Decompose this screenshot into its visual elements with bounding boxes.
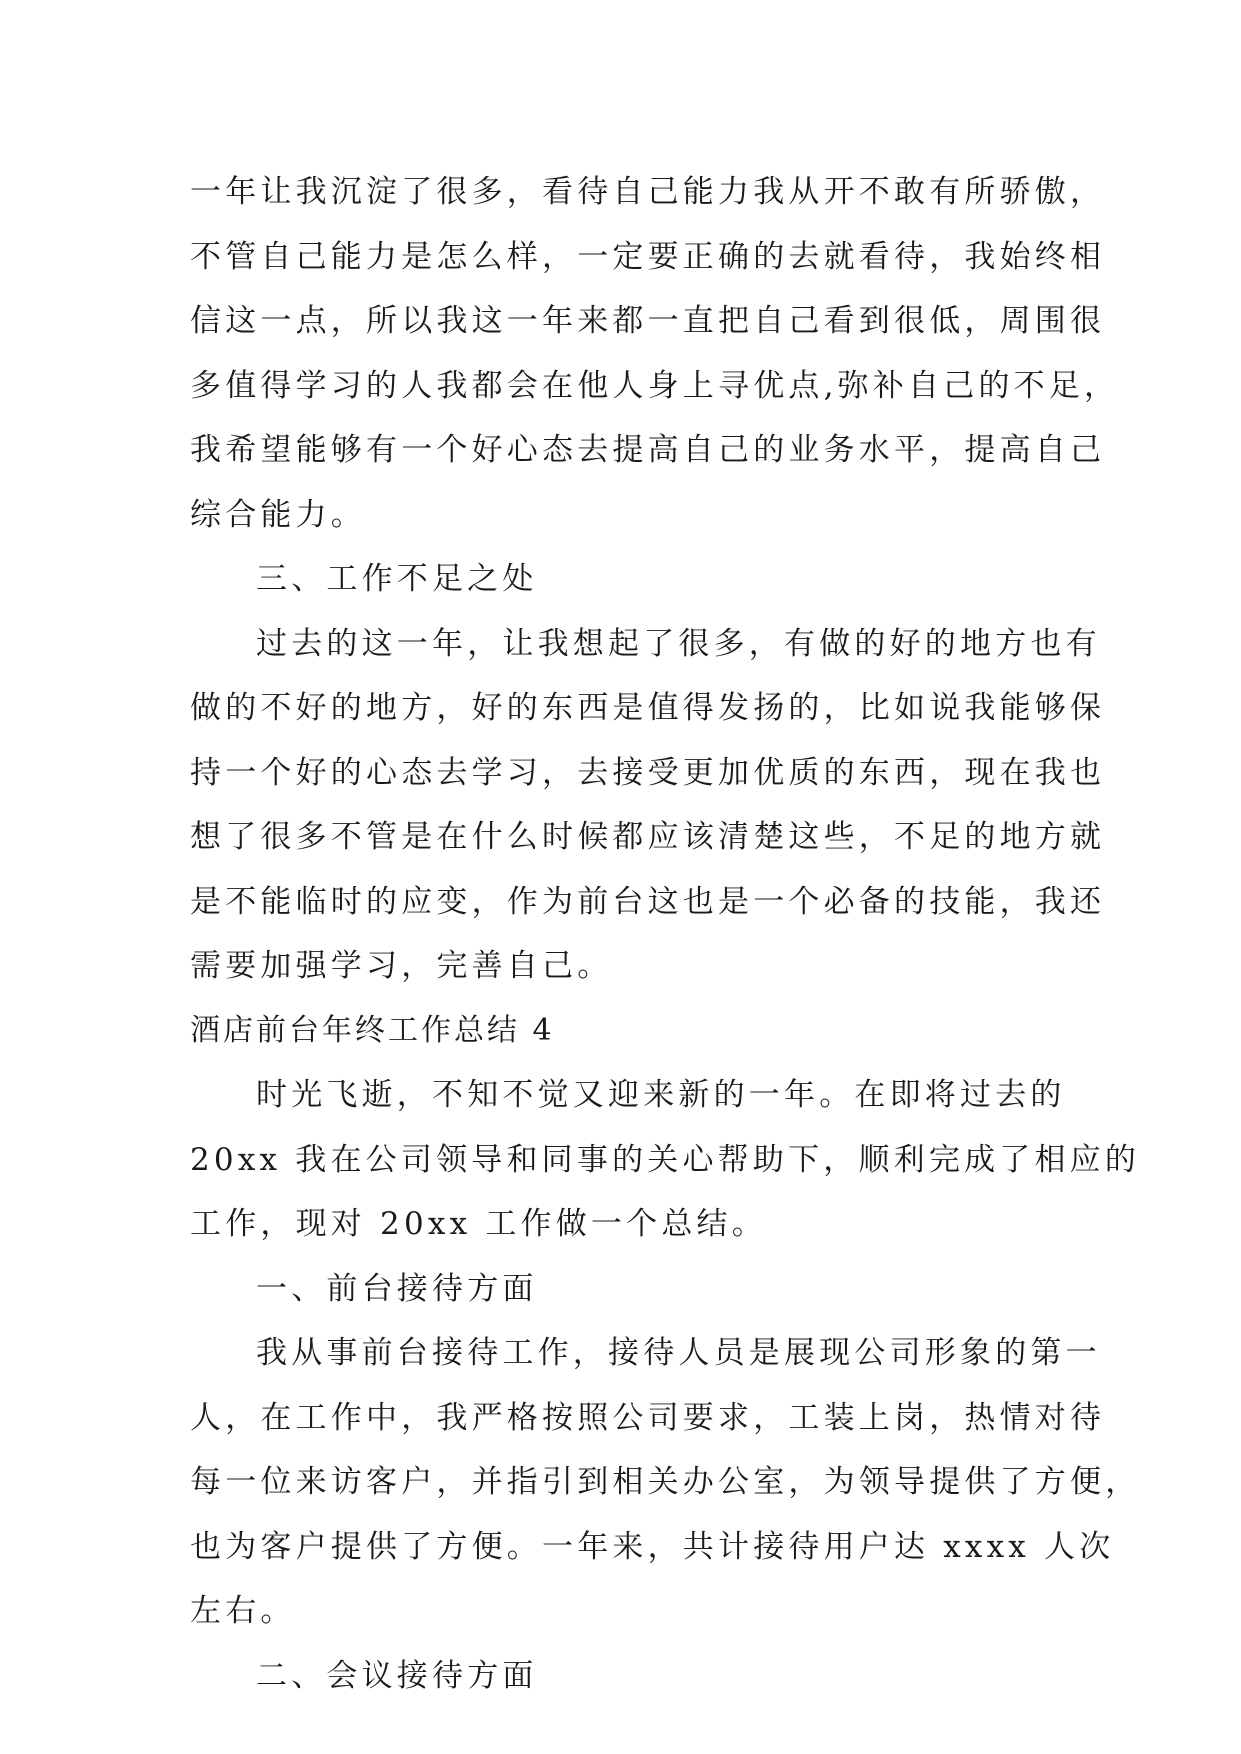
paragraph-line: 多值得学习的人我都会在他人身上寻优点,弥补自己的不足， [190, 367, 1120, 404]
paragraph-line: 时光飞逝，不知不觉又迎来新的一年。在即将过去的 [256, 1077, 1066, 1113]
paragraph-line: 过去的这一年，让我想起了很多，有做的好的地方也有 [256, 625, 1101, 662]
paragraph-line: 人，在工作中，我严格按照公司要求，工装上岗，热情对待 [190, 1399, 1106, 1436]
paragraph-line: 综合能力。 [190, 496, 366, 533]
paragraph-line: 持一个好的心态去学习，去接受更加优质的东西，现在我也 [190, 754, 1106, 791]
section-heading: 三、工作不足之处 [256, 561, 538, 597]
paragraph-line: 做的不好的地方，好的东西是值得发扬的，比如说我能够保 [190, 690, 1106, 726]
paragraph-line: 一年让我沉淀了很多，看待自己能力我从开不敢有所骄傲， [190, 174, 1106, 210]
paragraph-line: 20xx 我在公司领导和同事的关心帮助下，顺利完成了相应的 [190, 1141, 1141, 1178]
paragraph-line: 是不能临时的应变，作为前台这也是一个必备的技能，我还 [190, 883, 1106, 920]
paragraph-line: 工作，现对 20xx 工作做一个总结。 [190, 1206, 767, 1242]
paragraph-line: 左右。 [190, 1593, 296, 1629]
paragraph-line: 我从事前台接待工作，接待人员是展现公司形象的第一 [256, 1335, 1101, 1371]
paragraph-line: 我希望能够有一个好心态去提高自己的业务水平，提高自己 [190, 432, 1106, 468]
document-body [190, 160, 1141, 1708]
section-heading: 一、前台接待方面 [256, 1270, 538, 1307]
section-heading: 二、会议接待方面 [256, 1657, 538, 1694]
document-title: 酒店前台年终工作总结 4 [190, 1012, 555, 1048]
paragraph-line: 信这一点，所以我这一年来都一直把自己看到很低，周围很 [190, 303, 1106, 339]
paragraph-line: 也为客户提供了方便。一年来，共计接待用户达 xxxx 人次 [190, 1528, 1115, 1565]
paragraph-line: 想了很多不管是在什么时候都应该清楚这些，不足的地方就 [190, 819, 1106, 855]
paragraph-line: 需要加强学习，完善自己。 [190, 948, 613, 984]
paragraph-line: 每一位来访客户，并指引到相关办公室，为领导提供了方便， [190, 1464, 1141, 1500]
paragraph-line: 不管自己能力是怎么样，一定要正确的去就看待，我始终相 [190, 238, 1106, 275]
